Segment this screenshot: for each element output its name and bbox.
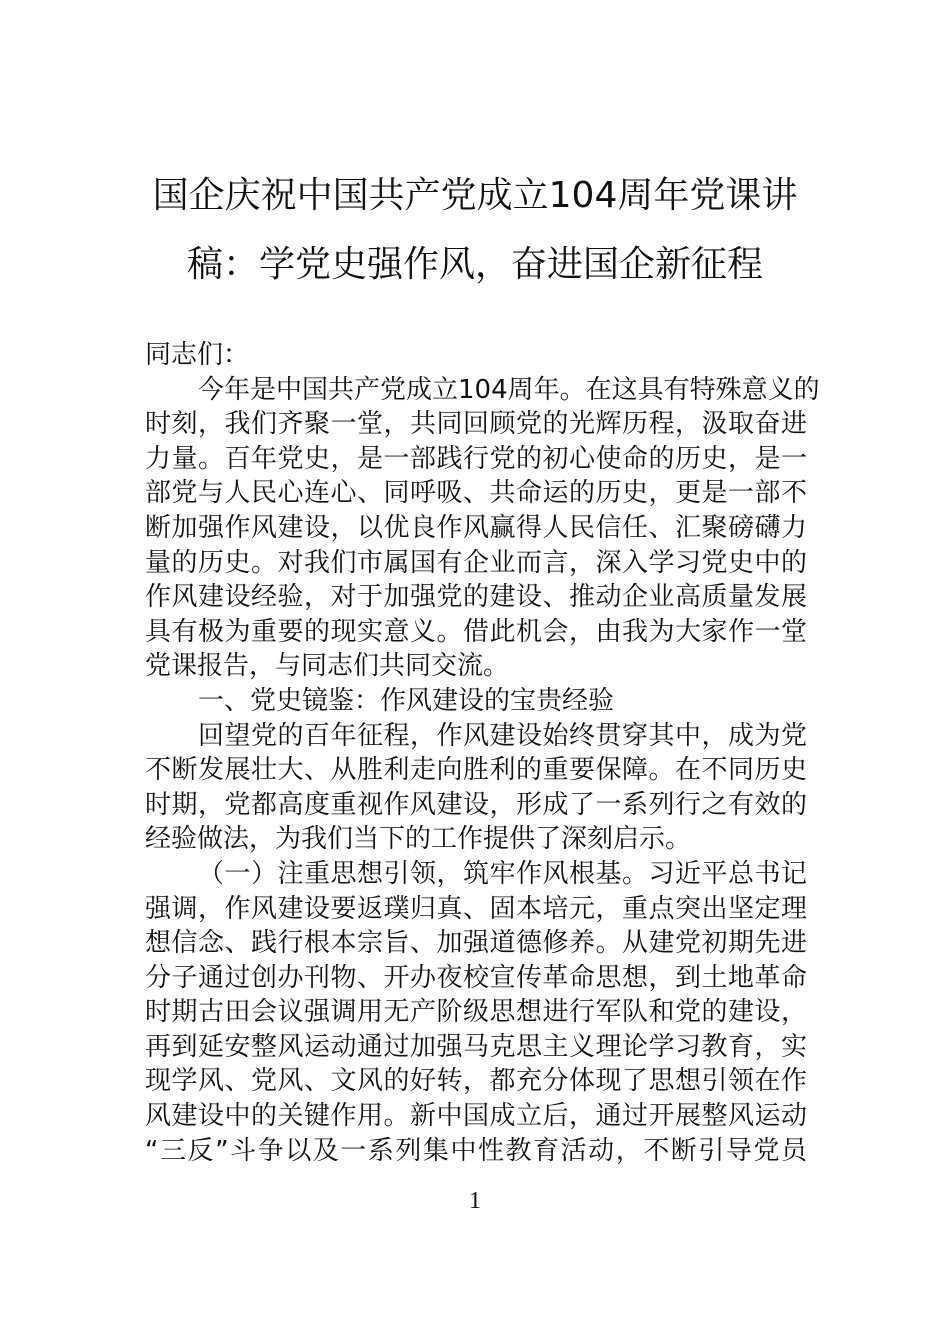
text-line: 同志们：	[145, 340, 250, 370]
text-line: 力量。百年党史，是一部践行党的初心使命的历史，是一	[145, 443, 807, 474]
page-number: 1	[469, 1188, 481, 1214]
text-line: 具有极为重要的现实意义。借此机会，由我为大家作一堂	[145, 616, 807, 647]
text-line: 经验做法，为我们当下的工作提供了深刻启示。	[145, 824, 692, 855]
document-body	[145, 338, 820, 1168]
text-line: “三反”斗争以及一系列集中性教育活动，不断引导党员	[145, 1135, 807, 1166]
text-line: 分子通过创办刊物、开办夜校宣传革命思想，到土地革命	[145, 962, 807, 993]
text-line: （一）注重思想引领，筑牢作风根基。习近平总书记	[198, 858, 807, 889]
text-line: 时刻，我们齐聚一堂，共同回顾党的光辉历程，汲取奋进	[145, 409, 807, 440]
text-line: 回望党的百年征程，作风建设始终贯穿其中，成为党	[198, 720, 807, 751]
document-title-line-2: 稿：学党史强作风，奋进国企新征程	[186, 244, 763, 285]
document-title-line-1: 国企庆祝中国共产党成立104周年党课讲	[152, 175, 798, 216]
text-line: 量的历史。对我们市属国有企业而言，深入学习党史中的	[145, 547, 807, 578]
text-line: 一、党史镜鉴：作风建设的宝贵经验	[198, 685, 615, 716]
text-line: 再到延安整风运动通过加强马克思主义理论学习教育，实	[145, 1031, 807, 1062]
text-line: 断加强作风建设，以优良作风赢得人民信任、汇聚磅礴力	[145, 512, 807, 543]
text-line: 风建设中的关键作用。新中国成立后，通过开展整风运动	[145, 1101, 807, 1132]
text-line: 不断发展壮大、从胜利走向胜利的重要保障。在不同历史	[145, 755, 807, 786]
text-line: 党课报告，与同志们共同交流。	[145, 651, 510, 682]
text-line: 今年是中国共产党成立104周年。在这具有特殊意义的	[198, 374, 820, 405]
text-line: 现学风、党风、文风的好转，都充分体现了思想引领在作	[145, 1066, 807, 1097]
text-line: 时期，党都高度重视作风建设，形成了一系列行之有效的	[145, 789, 807, 820]
text-line: 时期古田会议强调用无产阶级思想进行军队和党的建设，	[145, 997, 807, 1028]
text-line: 想信念、践行根本宗旨、加强道德修养。从建党初期先进	[145, 928, 807, 959]
text-line: 部党与人民心连心、同呼吸、共命运的历史，更是一部不	[145, 478, 807, 509]
text-line: 强调，作风建设要返璞归真、固本培元，重点突出坚定理	[145, 893, 807, 924]
text-line: 作风建设经验，对于加强党的建设、推动企业高质量发展	[145, 582, 807, 613]
